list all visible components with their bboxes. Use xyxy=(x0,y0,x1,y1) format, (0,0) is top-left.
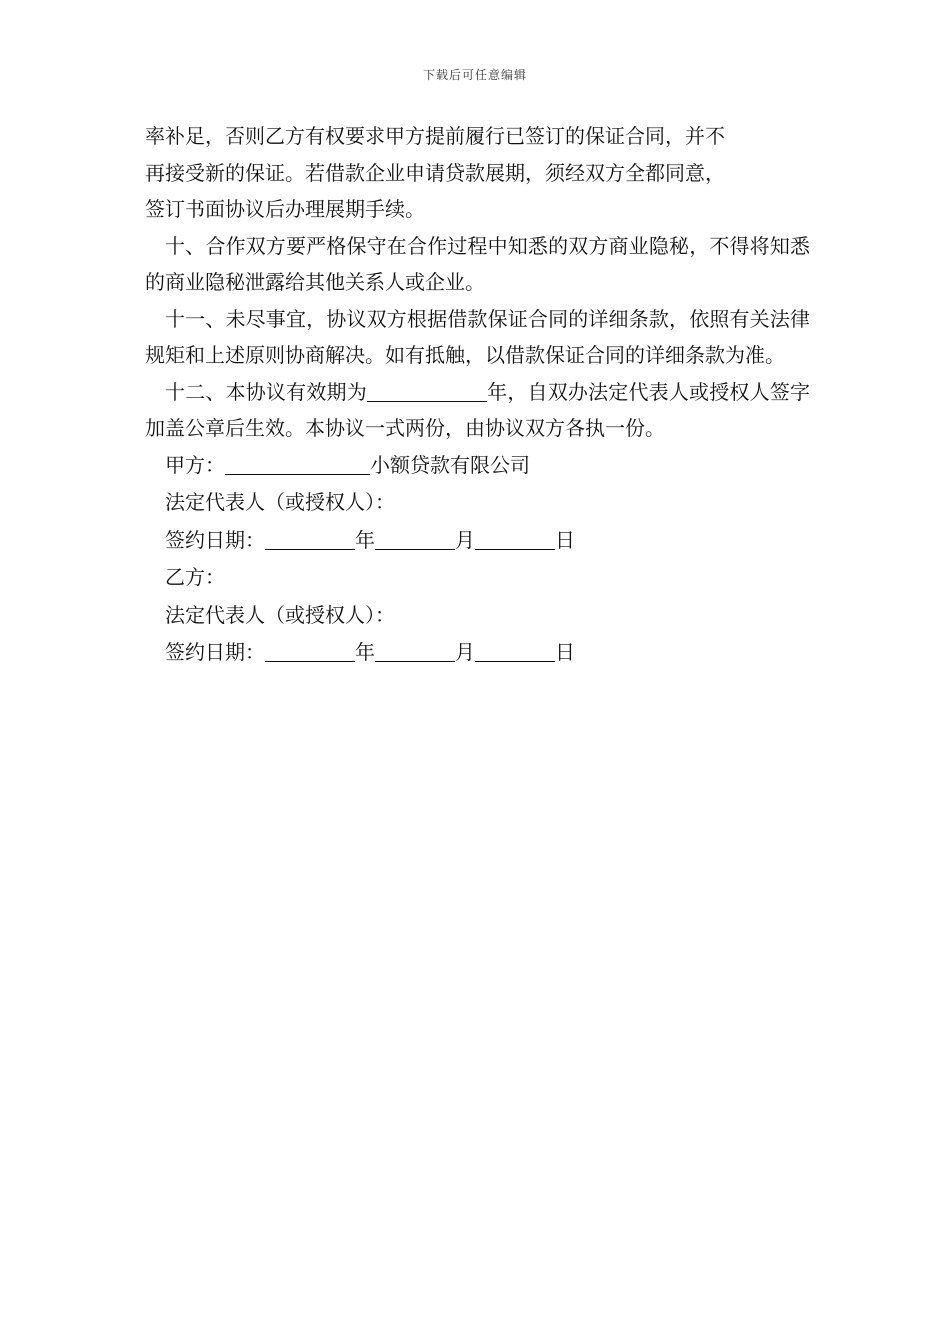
year-blank xyxy=(265,527,355,550)
clause-twelve xyxy=(145,374,810,447)
day-unit: 日 xyxy=(555,640,575,664)
party-b-representative: 法定代表人（或授权人）： xyxy=(165,602,395,627)
text-line: 再接受新的保证。若借款企业申请贷款展期，须经双方全都同意， xyxy=(145,160,725,185)
month-blank xyxy=(375,639,455,662)
party-a-date-line xyxy=(145,522,810,560)
date-label: 签约日期： xyxy=(165,527,265,552)
paragraph-continuation xyxy=(145,118,810,228)
party-a-suffix: 小额贷款有限公司 xyxy=(370,452,530,477)
text-line: 率补足，否则乙方有权要求甲方提前履行已签订的保证合同，并不 xyxy=(145,124,725,148)
month-unit: 月 xyxy=(455,640,475,664)
party-a-name-blank xyxy=(225,452,370,475)
day-blank xyxy=(475,639,555,662)
party-b-date-line xyxy=(145,634,810,672)
page-header: 下载后可任意编辑 xyxy=(422,68,527,82)
document-body xyxy=(145,118,810,672)
party-b-line: 乙方： xyxy=(165,565,225,589)
clause-twelve-lead: 十二、本协议有效期为 xyxy=(165,379,367,404)
text-line: 签订书面协议后办理展期手续。 xyxy=(145,197,425,221)
clause-eleven: 十一、未尽事宜，协议双方根据借款保证合同的详细条款，依照有关法律规矩和上述原则协商解决。如有抵触，以借款保证合同的详细条款为准。 xyxy=(145,306,810,367)
month-blank xyxy=(375,527,455,550)
year-blank xyxy=(265,639,355,662)
year-unit: 年 xyxy=(355,640,375,664)
party-a-label: 甲方： xyxy=(165,452,225,477)
clause-ten: 十、合作双方要严格保守在合作过程中知悉的双方商业隐秘，不得将知悉的商业隐秘泄露给其他关系人或企业。 xyxy=(145,233,810,294)
clause-twelve-rest: 年，自双办法定代表人或授权人签字加盖公章后生效。本协议一式两份，由协议双方各执一份。 xyxy=(145,379,811,440)
day-blank xyxy=(475,527,555,550)
party-a-line xyxy=(145,447,810,485)
date-label: 签约日期： xyxy=(165,640,265,664)
day-unit: 日 xyxy=(555,527,575,552)
party-a-representative: 法定代表人（或授权人）： xyxy=(165,490,395,514)
validity-term-blank xyxy=(367,379,487,402)
year-unit: 年 xyxy=(355,527,375,552)
month-unit: 月 xyxy=(455,527,475,552)
